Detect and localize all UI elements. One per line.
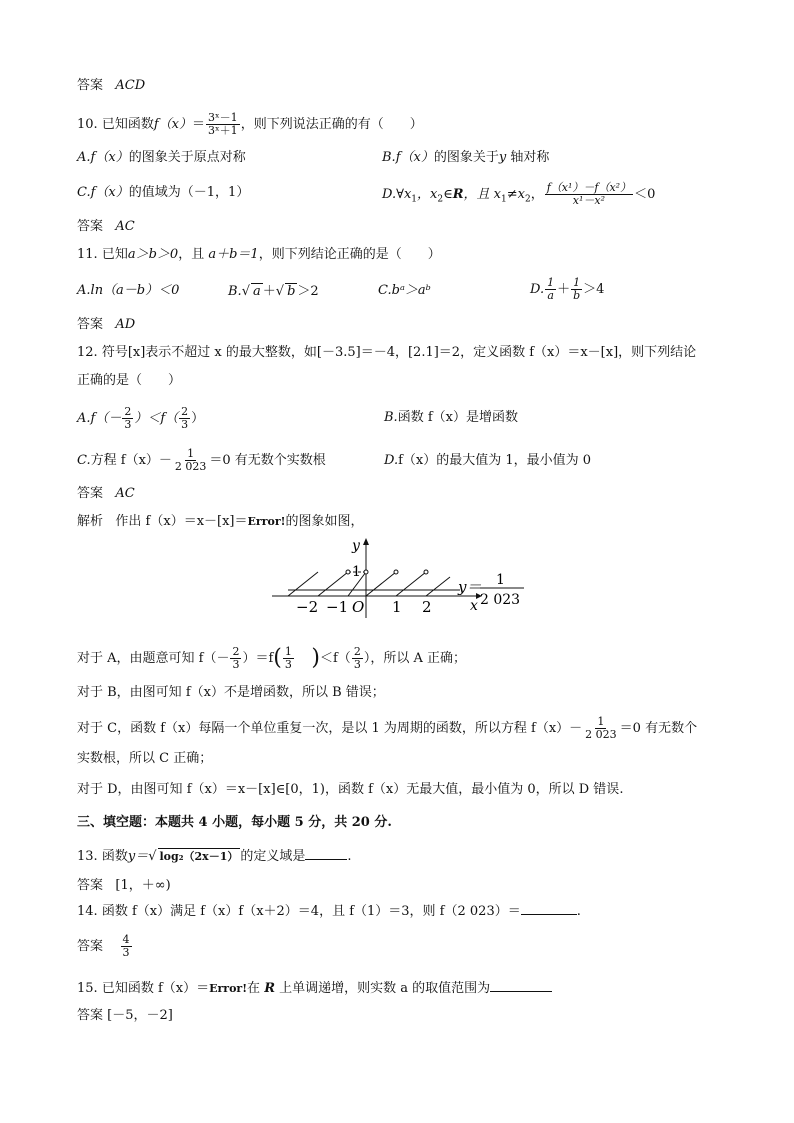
fraction-numerator: 2: [181, 405, 189, 418]
solution-intro: [77, 514, 363, 530]
question-number: 12.: [77, 345, 98, 360]
y-axis-arrow: [363, 538, 369, 545]
fraction-denominator: 2 023: [585, 728, 617, 741]
option-letter: A.: [77, 411, 91, 426]
fraction: [571, 277, 582, 302]
answer-value: AC: [115, 219, 135, 234]
question-number: 13.: [77, 849, 98, 864]
q11-option-c: [378, 283, 431, 299]
fraction-numerator: 2: [232, 645, 240, 658]
math: ＞2: [297, 284, 319, 299]
option-letter: D.: [382, 187, 397, 202]
answer-blank[interactable]: [521, 904, 577, 915]
x-tick-label: −2: [296, 598, 319, 616]
question-number: 10.: [77, 117, 98, 132]
sqrt-radicand: a: [252, 284, 261, 299]
math: ＜0: [634, 187, 656, 202]
math-sub: 1: [501, 194, 507, 205]
stem-text: .: [347, 849, 352, 864]
math: ≠x: [506, 187, 525, 202]
option-letter: A.: [77, 283, 91, 298]
stem-text: 已知函数: [101, 117, 154, 132]
option-letter: D.: [384, 453, 399, 468]
option-letter: C.: [77, 185, 91, 200]
math-fx: f（x）: [90, 185, 129, 200]
line-label-denominator: 2 023: [480, 592, 521, 608]
fraction: [545, 277, 556, 302]
math: ）＜f（: [134, 411, 179, 426]
q11-option-d: [530, 277, 604, 302]
origin-label: O: [352, 598, 365, 616]
fraction: [230, 646, 241, 671]
error-placeholder: Error!: [247, 515, 286, 528]
fraction: [583, 716, 619, 741]
sawtooth-graph: [268, 536, 530, 620]
answer-label: 答案: [77, 317, 104, 332]
x-tick-label: 1: [392, 598, 402, 616]
fraction: [173, 448, 209, 473]
math: ，x: [417, 187, 438, 202]
option-letter: B.: [228, 284, 242, 299]
option-text: f（x）的最大值为 1，最小值为 0: [398, 453, 592, 468]
option-letter: A.: [77, 150, 91, 165]
x-tick-label: −1: [326, 598, 349, 616]
answer-label: 答案: [77, 486, 104, 501]
answer-label: 答案: [77, 219, 104, 234]
math-var: y: [498, 150, 507, 165]
fraction-denominator: 3ˣ＋1: [208, 124, 238, 137]
option-text: bᵃ＞aᵇ: [391, 283, 431, 298]
fraction-denominator: 2 023: [174, 460, 207, 473]
answer-value: AD: [115, 317, 136, 332]
math: ∀x: [396, 187, 412, 202]
sqrt-sign: √: [148, 849, 157, 864]
solution-label: 解析: [77, 514, 104, 529]
stem-text: ，且: [178, 247, 205, 262]
math-sub: 2: [437, 194, 444, 205]
answer-label: 答案: [77, 78, 104, 93]
error-placeholder: Error!: [209, 982, 248, 995]
answer-line: [77, 934, 133, 959]
fraction-numerator: 1: [597, 715, 605, 728]
solution-c: [77, 716, 697, 741]
question-15: [77, 981, 552, 997]
solution-text: ＝0 有无数个: [619, 721, 698, 736]
sawtooth-segment: [396, 572, 426, 596]
answer-label: 答案: [77, 1008, 104, 1023]
sawtooth-segment: [318, 572, 348, 596]
fraction-numerator: 3ˣ－1: [208, 111, 238, 124]
fraction-denominator: 3: [122, 946, 130, 959]
math: y＝: [127, 849, 149, 864]
q10-option-a: [77, 150, 246, 166]
answer-value: AC: [115, 486, 135, 501]
answer-value: [1，＋∞): [115, 878, 171, 893]
math-set: R: [264, 981, 276, 996]
solution-text: ），所以 A 正确；: [363, 651, 466, 666]
y-axis-label: y: [352, 538, 360, 554]
sqrt-sign: √: [275, 284, 285, 299]
math: ＋: [557, 282, 571, 297]
fraction: [352, 646, 363, 671]
stem-text: 符号[x]表示不超过 x 的最大整数，如[－3.5]＝－4，[2.1]＝2，定义函数 f（x）＝x－[x]，则下列结论: [101, 345, 697, 360]
solution-text: ）＝f: [242, 651, 274, 666]
answer-value: ACD: [115, 78, 146, 93]
q11-option-a: [77, 283, 179, 299]
stem-text: 上单调递增，则实数 a 的取值范围为: [279, 981, 491, 996]
fraction-numerator: 1: [547, 276, 555, 289]
paren-right: ): [311, 645, 320, 671]
question-12-stem-line1: [77, 345, 696, 361]
answer-blank[interactable]: [305, 849, 347, 860]
open-endpoint: [424, 570, 428, 574]
fraction-numerator: 2: [353, 645, 361, 658]
answer-label: 答案: [77, 939, 104, 954]
q12-option-a: [77, 406, 204, 431]
stem-text: 在: [247, 981, 261, 996]
stem-text: 函数 f（x）满足 f（x）f（x＋2）＝4，且 f（1）＝3，则 f（2 023）＝: [101, 904, 521, 919]
question-10-stem: [77, 112, 423, 137]
fraction: [545, 182, 633, 207]
answer-line: [77, 486, 135, 502]
math: a＞b＞0: [127, 247, 179, 262]
fraction: [283, 646, 294, 671]
section-heading: 三、填空题：本题共 4 小题，每小题 5 分，共 20 分.: [77, 815, 392, 830]
open-endpoint: [346, 570, 350, 574]
solution-text: 的图象如图，: [285, 514, 364, 529]
solution-c-line2: 实数根，所以 C 正确；: [77, 751, 213, 766]
paren-left: (: [273, 645, 282, 671]
stem-text: ，则下列结论正确的是（ ）: [258, 247, 441, 262]
q12-option-b: [384, 410, 518, 426]
stem-text: ，则下列说法正确的有（ ）: [240, 117, 423, 132]
math-sub: 1: [411, 194, 418, 205]
sawtooth-segment: [288, 572, 318, 596]
open-endpoint: [364, 570, 368, 574]
math-fx: f（x）: [395, 150, 434, 165]
solution-text: 作出 f（x）＝x－[x]＝: [115, 514, 248, 529]
fraction-numerator: 4: [122, 933, 130, 946]
question-13: [77, 848, 352, 865]
q10-option-d: [382, 182, 655, 208]
line-label-numerator: 1: [496, 572, 505, 588]
option-text: 的值域为（－1，1）: [128, 185, 250, 200]
stem-text: .: [576, 904, 581, 919]
q12-option-c: [77, 448, 326, 473]
answer-line: [77, 78, 145, 94]
sqrt-sign: √: [241, 284, 250, 299]
option-letter: D.: [530, 282, 545, 297]
math: ∈: [443, 187, 453, 202]
fraction-numerator: 2: [124, 405, 132, 418]
fraction-denominator: b: [573, 289, 581, 302]
solution-text: ＜f（: [320, 651, 351, 666]
x-axis-label: x: [470, 598, 478, 614]
math: ＋: [262, 284, 276, 299]
solution-text: 对于 C，函数 f（x）每隔一个单位重复一次，是以 1 为周期的函数，所以方程 f（x）－: [77, 721, 583, 736]
answer-line: [77, 317, 135, 333]
q12-option-d: [384, 453, 591, 469]
math: ）: [191, 411, 205, 426]
solution-b: 对于 B，由图可知 f（x）不是增函数，所以 B 错误；: [77, 685, 385, 700]
option-text: 函数 f（x）是增函数: [397, 410, 518, 425]
question-11-stem: [77, 247, 441, 263]
fraction-denominator: 3: [232, 658, 240, 671]
question-number: 11.: [77, 247, 98, 262]
option-letter: C.: [378, 283, 392, 298]
stem-text: 函数: [101, 849, 128, 864]
stem-text: 的定义域是: [240, 849, 306, 864]
option-letter: B.: [382, 150, 396, 165]
option-text: ln（a－b）＜0: [90, 283, 180, 298]
math: ，: [530, 187, 544, 202]
fraction: [121, 934, 132, 959]
q10-option-b: [382, 150, 549, 166]
answer-label: 答案: [77, 878, 104, 893]
option-text: 的图象关于: [433, 150, 499, 165]
option-letter: B.: [384, 410, 398, 425]
fraction-denominator: a: [547, 289, 554, 302]
answer-blank[interactable]: [490, 981, 552, 992]
solution-text: 对于 A，由题意可知 f（－: [77, 651, 230, 666]
option-text: 轴对称: [510, 150, 550, 165]
question-number: 15.: [77, 981, 98, 996]
stem-text: 已知函数 f（x）＝: [101, 981, 210, 996]
question-12-stem-line2: 正确的是（ ）: [77, 373, 182, 388]
answer-line: [77, 1008, 173, 1024]
math-eq: ＝: [192, 117, 206, 132]
option-text: 方程 f（x）－: [90, 453, 172, 468]
math: a＋b＝1: [208, 247, 259, 262]
fraction-numerator: f（x¹）－f（x²）: [546, 181, 632, 194]
q11-option-b: [228, 283, 319, 300]
question-14: [77, 904, 581, 920]
fraction-numerator: 1: [187, 447, 195, 460]
fraction-denominator: 3: [181, 418, 189, 431]
solution-d: 对于 D，由图可知 f（x）＝x－[x]∈[0，1)，函数 f（x）无最大值，最小值为 0，所以 D 错误.: [77, 782, 624, 797]
math: f（－: [90, 411, 122, 426]
math: ＞4: [583, 282, 605, 297]
option-text: 的图象关于原点对称: [128, 150, 246, 165]
stem-text: 已知: [101, 247, 128, 262]
answer-value: [－5，－2]: [107, 1008, 173, 1023]
fraction: [122, 406, 133, 431]
fraction-denominator: 3: [353, 658, 361, 671]
fraction: [206, 112, 240, 137]
fraction-denominator: 3: [124, 418, 132, 431]
sqrt-radicand: b: [287, 284, 296, 299]
answer-line: [77, 219, 135, 235]
math-fx: f（x）: [153, 117, 192, 132]
line-label: y＝: [458, 578, 482, 596]
math: ，且 x: [463, 187, 501, 202]
math-set: R: [452, 187, 464, 202]
option-text: ＝0 有无数个实数根: [209, 453, 326, 468]
answer-line: [77, 878, 171, 894]
sawtooth-segment: [426, 577, 450, 596]
q10-option-c: [77, 185, 249, 201]
math-sub: 2: [524, 194, 531, 205]
fraction-numerator: 1: [284, 645, 292, 658]
fraction-denominator: x¹－x²: [572, 194, 606, 207]
x-tick-label: 2: [422, 598, 432, 616]
sawtooth-segment: [366, 572, 396, 596]
fraction-numerator: 1: [573, 276, 581, 289]
open-endpoint: [394, 570, 398, 574]
question-number: 14.: [77, 904, 98, 919]
solution-a: [77, 646, 466, 671]
option-letter: C.: [77, 453, 91, 468]
fraction: [179, 406, 190, 431]
sqrt-radicand: log₂（2x－1）: [159, 850, 239, 863]
y-tick-1: 1: [352, 564, 361, 580]
fraction-denominator: 3: [284, 658, 292, 671]
math-fx: f（x）: [90, 150, 129, 165]
